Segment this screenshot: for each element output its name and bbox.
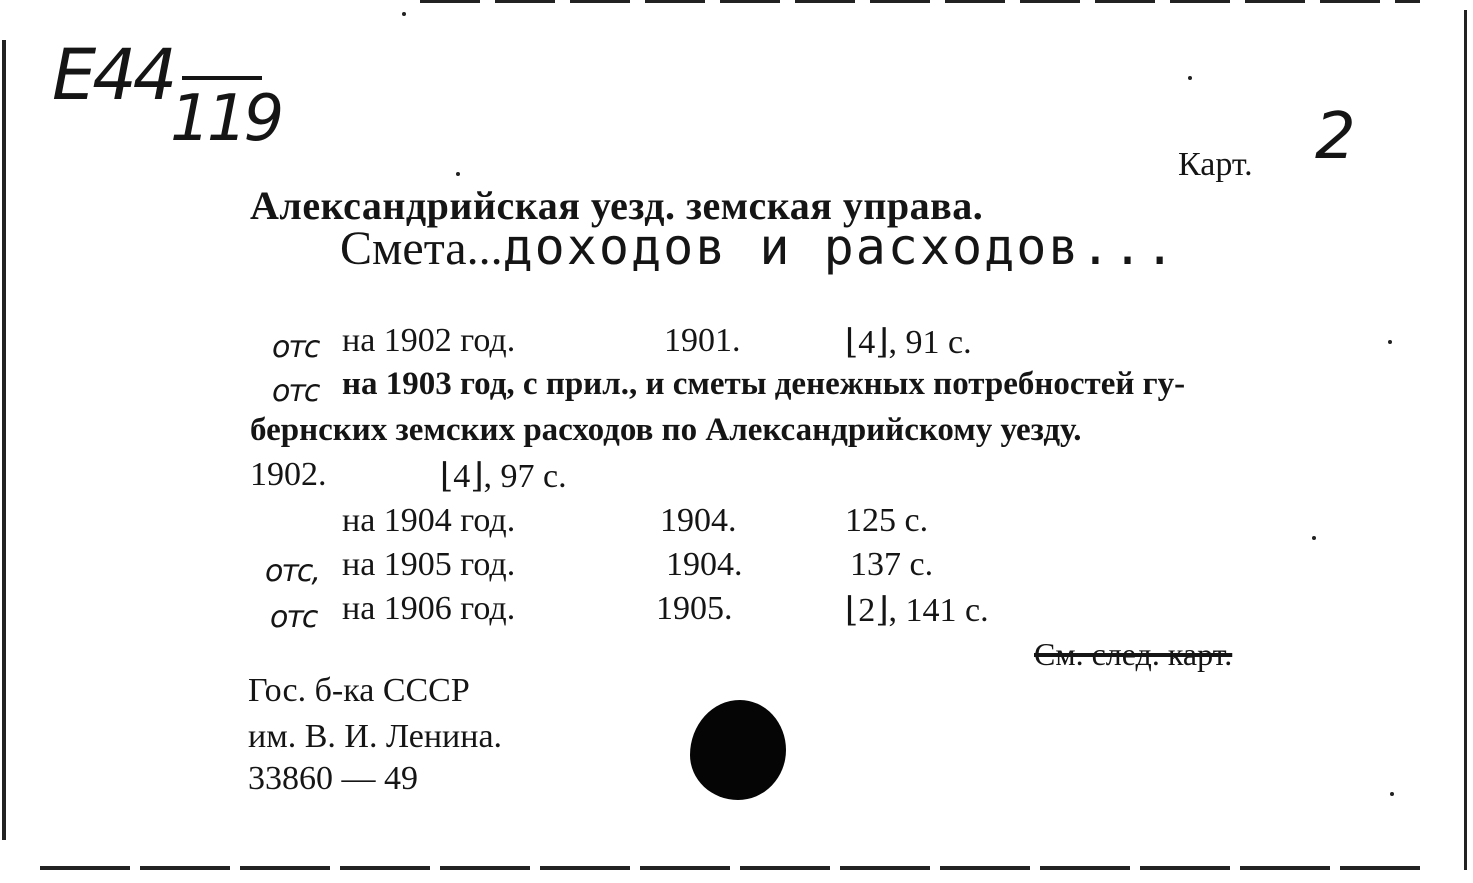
entry-text: на 1905 год. [342,546,516,583]
entry-mark: отс, [265,554,319,589]
entry-year: 1905. [656,590,733,627]
card-number: 2 [1315,100,1356,174]
library-line-1: Гос. б-ка СССР [248,672,470,709]
shelf-mark-top: E44 [52,34,174,116]
card-bottom-edge [40,866,1420,870]
library-catalog-number: 33860 — 49 [248,760,418,797]
entry-size: ⌊4⌋, 97 с. [440,458,567,495]
entry-year: 1901. [664,322,741,359]
see-next-card-note: См. след. карт. [1034,636,1233,672]
title-main: доходов и расходов... [502,218,1177,276]
entry-size: 125 с. [845,502,929,539]
entry-year: 1904. [660,502,737,539]
card-top-edge [420,0,1420,3]
library-line-2: им. В. И. Ленина. [248,718,503,755]
entry-size: ⌊4⌋, 91 с. [845,324,972,361]
speck [1390,792,1394,796]
title-prefix: Смета... [340,222,503,275]
document-title [340,218,1177,276]
entry-year: 1904. [666,546,743,583]
speck [1312,536,1316,540]
speck [456,172,460,176]
entry-text-continued: бернских земских расходов по Александрийскому уезду. [250,412,1082,448]
entry-year: 1902. [250,456,327,493]
speck [402,12,406,16]
speck [1388,340,1392,344]
shelf-mark-bottom: 119 [170,82,281,156]
shelf-mark-divider [182,76,262,80]
entry-mark: отс [272,374,319,409]
entry-text: на 1906 год. [342,590,516,627]
entry-size: 137 с. [850,546,934,583]
entry-text: на 1902 год. [342,322,516,359]
organization-heading: Александрийская уезд. земская управа. [250,183,984,228]
card-right-edge [1464,10,1467,870]
ink-stamp-blot [690,700,786,800]
card-label: Карт. [1178,146,1253,183]
entry-size: ⌊2⌋, 141 с. [845,592,989,629]
entry-text: на 1903 год, с прил., и сметы денежных потребностей гу- [342,366,1186,402]
entry-text: на 1904 год. [342,502,516,539]
entry-mark: отс [270,600,317,635]
speck [1188,76,1192,80]
entry-mark: отс [272,330,319,365]
card-left-edge [2,40,6,840]
